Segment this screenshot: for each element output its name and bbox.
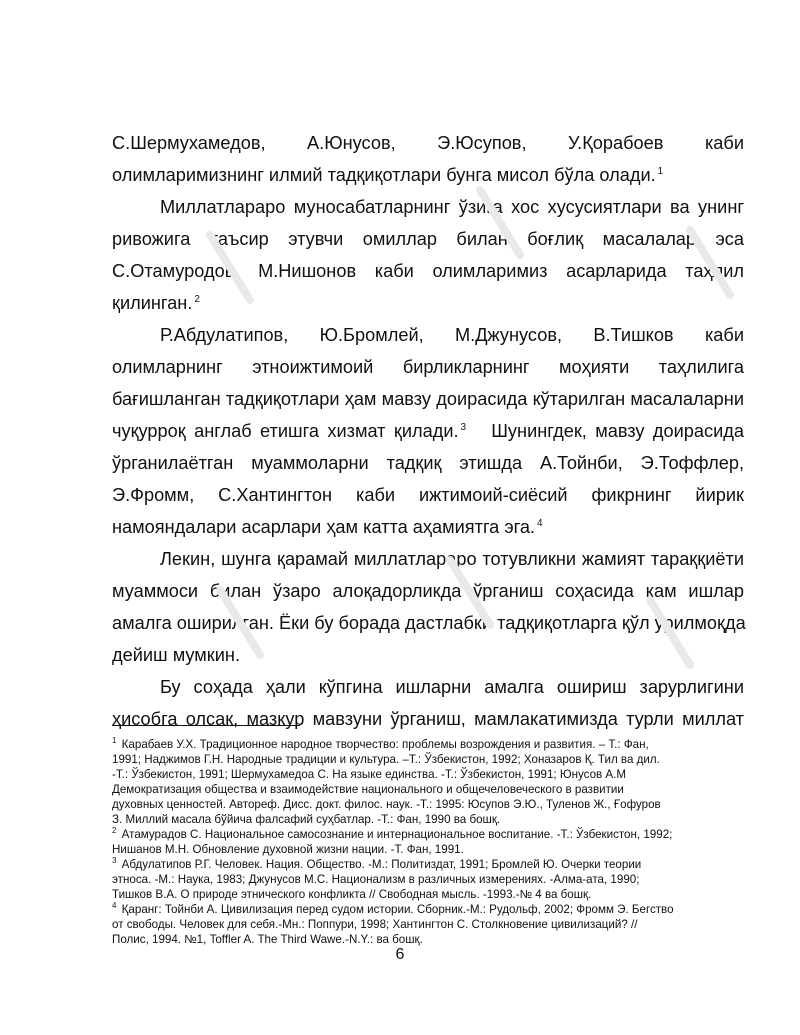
- footnote-separator: [112, 725, 300, 726]
- footnote-reference: 4: [537, 518, 543, 529]
- body-line-text: Бу соҳада ҳали кўпгина ишларни амалга ошириш зарурлигини: [160, 677, 744, 697]
- body-line: [160, 675, 744, 699]
- body-line-text: С.Отамуродов, М.Нишонов каби олимларимиз асарларида таҳлил: [112, 261, 744, 281]
- body-line-text: Лекин, шунга қарамай миллатлараро тотувликни жамият тараққиёти: [160, 549, 744, 569]
- footnote-text: 1991; Наджимов Г.Н. Народные традиции и культура. –Т.: Ўзбекистон, 1992; Хоназаров Қ. Тил ва дил.: [112, 753, 660, 766]
- body-line-text: дейиш мумкин.: [112, 645, 241, 665]
- body-line: [112, 131, 744, 155]
- footnote-text: Қаранг: Тойнби А. Цивилизация перед судом истории. Сборник.-М.: Рудольф, 2002; Фромм Э. Бегство: [118, 903, 674, 916]
- footnote-line: [112, 767, 748, 782]
- footnote-text: Демократизация общества и взаимодействие национального и общечеловеческого в развитии: [112, 783, 624, 796]
- footnote-text: Тишков В.А. О природе этнического конфликта // Свободная мысль. -1993.-№ 4 ва бошқ.: [112, 888, 592, 901]
- footnote-number: 2: [112, 826, 117, 835]
- footnote-line: [112, 752, 748, 767]
- body-line: [160, 195, 744, 219]
- footnote-line: [112, 857, 748, 872]
- body-line: [112, 515, 744, 539]
- body-line-text: намояндалари асарлари ҳам катта аҳамиятга эга.: [112, 517, 536, 537]
- body-line: [112, 259, 744, 283]
- footnote-line: [112, 917, 748, 932]
- body-line: [112, 643, 744, 667]
- footnote-text: этноса. -М.: Наука, 1983; Джунусов М.С. Национализм в различных измерениях. -Алма-ата, 1990;: [112, 873, 640, 886]
- body-line: [112, 451, 744, 475]
- footnote-line: [112, 872, 748, 887]
- body-line: [112, 483, 744, 507]
- body-line-text: муаммоси билан ўзаро алоқадорликда ўрганиш соҳасида кам ишлар: [112, 581, 744, 601]
- body-line: [112, 387, 744, 411]
- body-line: [112, 291, 744, 315]
- footnote-reference: 3: [460, 422, 467, 433]
- footnote-text: Нишанов М.Н. Обновление духовной жизни нации. -Т. Фан, 1991.: [112, 843, 464, 856]
- footnote-number: 3: [112, 856, 117, 865]
- body-line: [112, 227, 744, 251]
- footnote-line: [112, 737, 748, 752]
- body-line-text: Миллатлараро муносабатларнинг ўзига хос хусусиятлари ва унинг: [160, 197, 744, 217]
- body-line: [112, 579, 744, 603]
- footnote-reference: 1: [657, 166, 664, 177]
- body-line-text: С.Шермухамедов, А.Юнусов, Э.Юсупов, У.Қорабоев каби: [112, 133, 744, 153]
- footnote-line: [112, 887, 748, 902]
- footnote-text: Карабаев У.Х. Традиционное народное творчество: проблемы возрождения и развития. – Т.: Фан,: [118, 738, 649, 751]
- body-line: [112, 611, 744, 635]
- footnote-text: духовных ценностей. Автореф. Дисс. докт. филос. наук. -Т.: 1995: Юсупов Э.Ю., Туленов Ж., Ғофуров: [112, 798, 661, 811]
- body-line: [112, 355, 744, 379]
- body-line-text: олимларимизнинг илмий тадқиқотлари бунга мисол бўла олади.: [112, 165, 656, 185]
- body-line-text-continued: Шунингдек, мавзу доирасида: [466, 421, 744, 441]
- footnote-line: [112, 932, 748, 947]
- footnote-line: [112, 797, 748, 812]
- footnote-text: -Т.: Ўзбекистон, 1991; Шермухамедоа С. На языке единства. -Т.: Ўзбекистон, 1991; Юнусов А.М: [112, 768, 627, 781]
- footnote-text: Абдулатипов Р.Г. Человек. Нация. Общество. -М.: Политиздат, 1991; Бромлей Ю. Очерки теории: [118, 858, 642, 871]
- body-line-text: амалга оширилган. Ёки бу борада дастлабки тадқиқотларга қўл урилмоқда: [112, 613, 746, 633]
- footnote-line: [112, 782, 748, 797]
- footnote-reference: 2: [194, 294, 200, 305]
- body-line-text: чуқурроқ англаб етишга хизмат қилади.: [112, 421, 459, 441]
- body-line: [160, 323, 744, 347]
- body-line-text: бағишланган тадқиқотлари ҳам мавзу доирасида кўтарилган масалаларни: [112, 389, 744, 409]
- body-line-text: қилинган.: [112, 293, 193, 313]
- body-line: [112, 707, 744, 731]
- footnote-number: 1: [112, 736, 117, 745]
- body-line-text: Р.Абдулатипов, Ю.Бромлей, М.Джунусов, В.Тишков каби: [160, 325, 744, 345]
- body-line-text: ўрганилаётган муаммоларни тадқиқ этишда А.Тойнби, Э.Тоффлер,: [112, 453, 744, 473]
- body-line-text: Э.Фромм, С.Хантингтон каби ижтимоий-сиёсий фикрнинг йирик: [112, 485, 744, 505]
- body-line-text: ривожига таъсир этувчи омиллар билан боғлиқ масалалар эса: [112, 229, 744, 249]
- body-line: [112, 163, 744, 187]
- footnote-line: [112, 827, 748, 842]
- footnote-text: З. Миллий масала бўйича фалсафий суҳбатлар. -Т.: Фан, 1990 ва бошқ.: [112, 813, 501, 826]
- footnote-text: Полис, 1994. №1, Toffler A. The Third Wawe.-N.Y.: ва бошқ.: [112, 933, 423, 946]
- body-line: [160, 547, 744, 571]
- footnote-line: [112, 812, 748, 827]
- footnote-text: Атамурадов С. Национальное самосознание и интернациональное воспитание. -Т.: Ўзбекистон, 1992;: [118, 828, 673, 841]
- footnote-line: [112, 842, 748, 857]
- body-line: [112, 419, 744, 443]
- footnote-line: [112, 902, 748, 917]
- body-line-text: ҳисобга олсак, мазкур мавзуни ўрганиш, мамлакатимизда турли миллат: [112, 709, 744, 729]
- footnote-text: от свободы. Человек для себя.-Мн.: Поппури, 1998; Хантингтон С. Столкновение цивилизаций? //: [112, 918, 638, 931]
- body-line-text: олимларнинг этноижтимоий бирликларнинг моҳияти таҳлилига: [112, 357, 744, 377]
- footnote-number: 4: [112, 901, 117, 910]
- page-number: 6: [395, 946, 405, 963]
